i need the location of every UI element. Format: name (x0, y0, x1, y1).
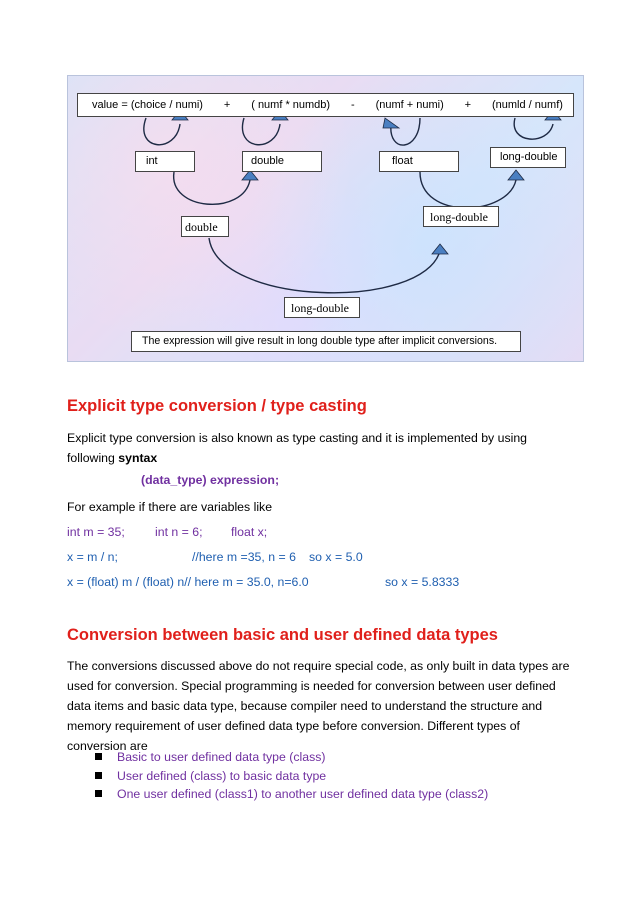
expr-op1: + (223, 98, 231, 111)
para-line: data items and basic data type, because compiler need to understand the structure and (67, 699, 543, 713)
list-item: One user defined (class1) to another user defined data type (class2) (95, 785, 488, 804)
arc-int (144, 118, 180, 145)
decl-x: float x; (231, 525, 268, 539)
example-line-1 (67, 547, 517, 568)
line1-comment: //here m =35, n = 6 (192, 550, 296, 564)
decl-m: int m = 35; (67, 525, 125, 539)
conversion-types-list (95, 748, 488, 804)
para-line: used for conversion. Special programming is needed for conversion between user defined (67, 679, 556, 693)
decl-n: int n = 6; (155, 525, 203, 539)
figure-caption: The expression will give result in long double type after implicit conversions. (131, 331, 521, 352)
arc-int-double (174, 172, 250, 204)
expr-term2: ( numf * numdb) (251, 98, 331, 111)
syntax-line: (data_type) expression; (141, 473, 280, 487)
heading-basic-user-conversion: Conversion between basic and user defined data types (67, 626, 498, 644)
para-line: The conversions discussed above do not require special code, as only built in data types are (67, 659, 570, 673)
type-box-float: float (379, 151, 459, 172)
arc-float-longdouble (420, 172, 516, 208)
expr-lhs: value = (choice / numi) (92, 98, 203, 111)
type-box-double-1: double (242, 151, 322, 172)
type-box-long-double-3: long-double (284, 297, 360, 318)
line2-result: so x = 5.8333 (385, 575, 460, 589)
para-line: memory requirement of user defined data type before conversion. Different types of (67, 719, 520, 733)
type-conversion-diagram (67, 75, 584, 362)
intro-line-1: Explicit type conversion is also known as type casting and it is implemented by using (67, 431, 527, 445)
line1-result: so x = 5.0 (309, 550, 363, 564)
arrowhead-longdouble3 (432, 244, 448, 254)
conversion-arrows (68, 76, 583, 361)
arc-longdouble1 (514, 118, 553, 139)
type-box-long-double-1: long-double (490, 147, 566, 168)
expr-op2: - (351, 98, 355, 111)
arc-double1 (242, 118, 280, 145)
heading-explicit-conversion: Explicit type conversion / type casting (67, 397, 367, 415)
intro-syntax-word: syntax (118, 451, 158, 465)
declaration-line (67, 522, 268, 543)
para-line: conversion are (67, 739, 148, 753)
conversion-paragraph (67, 656, 572, 756)
arc-double-longdouble (209, 238, 440, 293)
list-item: User defined (class) to basic data type (95, 767, 488, 786)
expression-box (77, 93, 574, 117)
line1-code: x = m / n; (67, 550, 118, 564)
type-box-double-2: double (181, 216, 229, 237)
arc-float (391, 118, 420, 145)
arrowhead-longdouble2 (508, 170, 524, 180)
line2-code: x = (float) m / (float) n// here m = 35.0, n=6.0 (67, 575, 309, 589)
example-line-2 (67, 572, 517, 593)
intro-line-2-text: following (67, 451, 119, 465)
list-item: Basic to user defined data type (class) (95, 748, 488, 767)
expr-term4: (numld / numf) (492, 98, 563, 111)
intro-line-2 (67, 448, 157, 469)
expr-term3: (numf + numi) (375, 98, 444, 111)
expr-op3: + (464, 98, 472, 111)
type-box-long-double-2: long-double (423, 206, 499, 227)
arrowhead-float (383, 118, 399, 128)
type-box-int: int (135, 151, 195, 172)
example-intro: For example if there are variables like (67, 500, 273, 514)
